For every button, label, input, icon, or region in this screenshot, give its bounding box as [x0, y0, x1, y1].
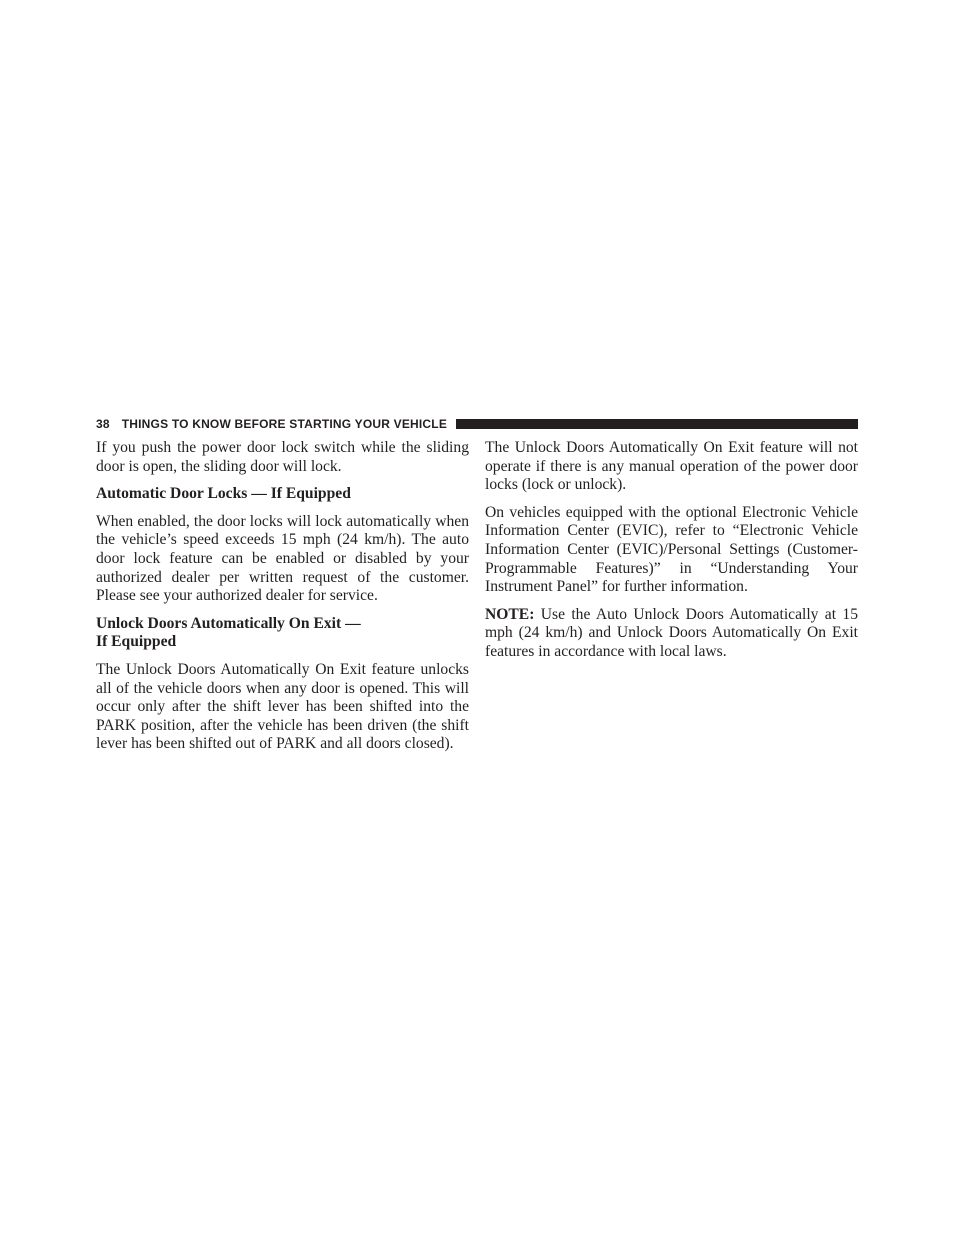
note-paragraph [485, 606, 858, 662]
left-column [96, 439, 469, 763]
paragraph-manual-operation: The Unlock Doors Automatically On Exit feature will not operate if there is any manual operation of the power door locks (lock or unlock). [485, 439, 858, 494]
heading-unlock-line-1: Unlock Doors Automatically On Exit — [96, 614, 361, 632]
note-text: Use the Auto Unlock Doors Automatically at 15 mph (24 km/h) and Unlock Doors Automatically On Exit features in accordance with local laws. [485, 605, 858, 660]
paragraph-unlock-doors-on-exit: The Unlock Doors Automatically On Exit feature unlocks all of the vehicle doors when any door is opened. This will occur only after the shift lever has been shifted into the PARK position, after the vehicle has been driven (the shift lever has been shifted out of PARK and all doors closed). [96, 660, 469, 753]
heading-automatic-door-locks: Automatic Door Locks — If Equipped [96, 485, 351, 503]
heading-unlock-line-2: If Equipped [96, 633, 177, 651]
heading-unlock-doors-on-exit [96, 615, 469, 652]
right-column [485, 439, 858, 671]
page-number: 38 [96, 417, 110, 431]
page-header [96, 417, 858, 431]
header-rule [456, 419, 858, 429]
note-label: NOTE: [485, 605, 535, 623]
paragraph-evic: On vehicles equipped with the optional Electronic Vehicle Information Center (EVIC), refer to “Electronic Vehicle Information Center (EVIC)/Personal Settings (Customer-Programmable Features)” in “Understanding Your Instrument Panel” for further information. [485, 503, 858, 596]
section-title: THINGS TO KNOW BEFORE STARTING YOUR VEHICLE [121, 417, 448, 431]
paragraph-sliding-door: If you push the power door lock switch while the sliding door is open, the sliding door will lock. [96, 439, 469, 475]
paragraph-automatic-door-locks: When enabled, the door locks will lock automatically when the vehicle’s speed exceeds 15 mph (24 km/h). The auto door lock feature can be enabled or disabled by your authorized dealer per written request of the customer. Please see your authorized dealer for service. [96, 512, 469, 605]
